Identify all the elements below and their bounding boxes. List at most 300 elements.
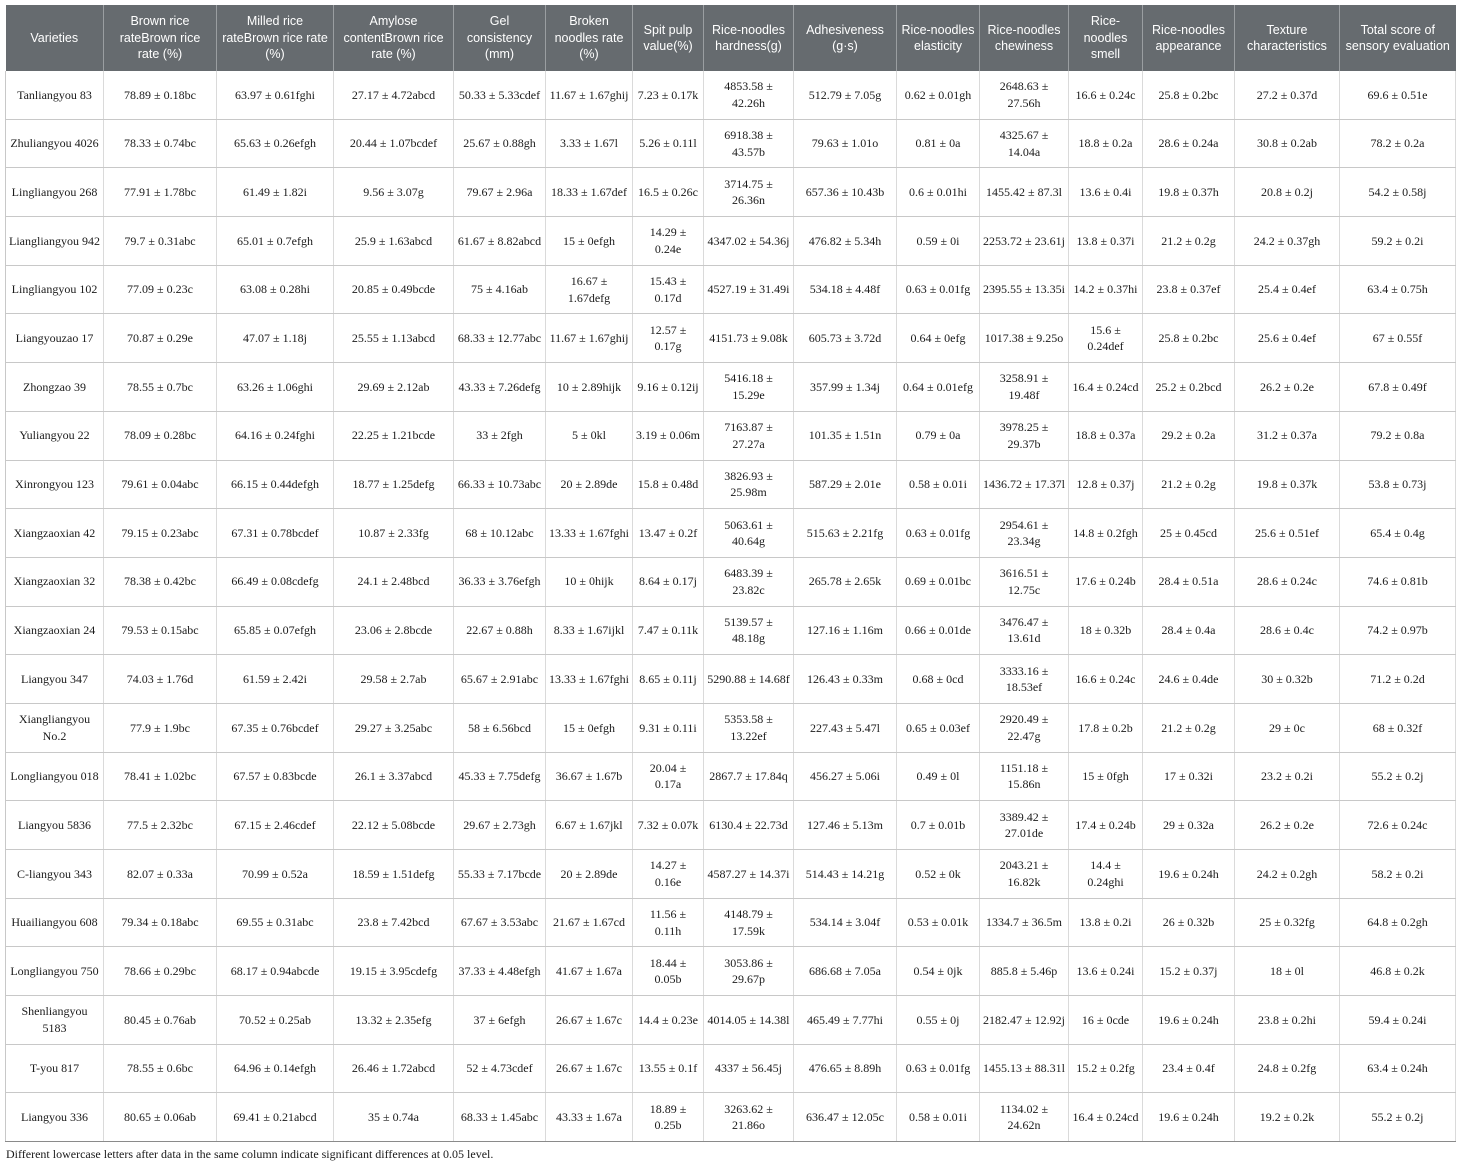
- data-cell: 15.6 ± 0.24def: [1069, 314, 1143, 363]
- column-header: Amylose contentBrown rice rate (%): [334, 5, 454, 71]
- data-cell: 78.33 ± 0.74bc: [104, 119, 217, 168]
- data-cell: 30 ± 0.32b: [1235, 655, 1340, 704]
- data-cell: 25.67 ± 0.88gh: [454, 119, 546, 168]
- data-cell: 29.58 ± 2.7ab: [334, 655, 454, 704]
- data-cell: 0.68 ± 0cd: [897, 655, 980, 704]
- data-cell: 13.32 ± 2.35efg: [334, 996, 454, 1045]
- data-cell: 3333.16 ± 18.53ef: [980, 655, 1069, 704]
- data-cell: 3476.47 ± 13.61d: [980, 606, 1069, 655]
- data-cell: 25.2 ± 0.2bcd: [1143, 363, 1235, 412]
- table-footnote: Different lowercase letters after data in the same column indicate significant differences at 0.05 level.: [6, 1147, 494, 1162]
- data-cell: 46.8 ± 0.2k: [1340, 947, 1456, 996]
- data-cell: 13.6 ± 0.24i: [1069, 947, 1143, 996]
- data-cell: 0.63 ± 0.01fg: [897, 265, 980, 314]
- column-header: Rice-noodles hardness(g): [704, 5, 794, 71]
- data-cell: 22.25 ± 1.21bcde: [334, 411, 454, 460]
- data-cell: 476.82 ± 5.34h: [794, 217, 897, 266]
- data-cell: 78.09 ± 0.28bc: [104, 411, 217, 460]
- data-cell: 15.8 ± 0.48d: [633, 460, 704, 509]
- data-cell: 22.67 ± 0.88h: [454, 606, 546, 655]
- data-cell: 70.52 ± 0.25ab: [217, 996, 334, 1045]
- data-cell: 54.2 ± 0.58j: [1340, 168, 1456, 217]
- data-cell: 4527.19 ± 31.49i: [704, 265, 794, 314]
- data-cell: 1455.42 ± 87.3l: [980, 168, 1069, 217]
- data-cell: 7.47 ± 0.11k: [633, 606, 704, 655]
- data-cell: 25 ± 0.32fg: [1235, 898, 1340, 947]
- data-cell: 69.55 ± 0.31abc: [217, 898, 334, 947]
- data-cell: 50.33 ± 5.33cdef: [454, 71, 546, 119]
- data-cell: 15 ± 0efgh: [546, 703, 633, 752]
- data-cell: 72.6 ± 0.24c: [1340, 801, 1456, 850]
- data-cell: 6918.38 ± 43.57b: [704, 119, 794, 168]
- data-cell: 0.55 ± 0j: [897, 996, 980, 1045]
- table-row: [6, 606, 1456, 655]
- data-cell: 64.96 ± 0.14efgh: [217, 1044, 334, 1093]
- data-cell: 15.2 ± 0.2fg: [1069, 1044, 1143, 1093]
- table-row: [6, 947, 1456, 996]
- data-cell: 67.31 ± 0.78bcdef: [217, 509, 334, 558]
- data-cell: 18.8 ± 0.37a: [1069, 411, 1143, 460]
- data-cell: 36.33 ± 3.76efgh: [454, 557, 546, 606]
- data-cell: 21.2 ± 0.2g: [1143, 217, 1235, 266]
- data-cell: 17.8 ± 0.2b: [1069, 703, 1143, 752]
- data-cell: 13.33 ± 1.67fghi: [546, 509, 633, 558]
- table-row: [6, 119, 1456, 168]
- data-cell: 41.67 ± 1.67a: [546, 947, 633, 996]
- data-cell: 29 ± 0.32a: [1143, 801, 1235, 850]
- data-cell: 24.2 ± 0.37gh: [1235, 217, 1340, 266]
- data-cell: 0.64 ± 0efg: [897, 314, 980, 363]
- table-row: [6, 557, 1456, 606]
- data-cell: 37 ± 6efgh: [454, 996, 546, 1045]
- data-cell: 3978.25 ± 29.37b: [980, 411, 1069, 460]
- data-cell: 47.07 ± 1.18j: [217, 314, 334, 363]
- data-cell: 24.6 ± 0.4de: [1143, 655, 1235, 704]
- data-cell: 12.57 ± 0.17g: [633, 314, 704, 363]
- data-cell: 0.64 ± 0.01efg: [897, 363, 980, 412]
- data-cell: 45.33 ± 7.75defg: [454, 752, 546, 801]
- data-cell: 534.14 ± 3.04f: [794, 898, 897, 947]
- data-cell: 28.4 ± 0.4a: [1143, 606, 1235, 655]
- data-cell: 26.2 ± 0.2e: [1235, 363, 1340, 412]
- data-cell: 18 ± 0.32b: [1069, 606, 1143, 655]
- table-container: [5, 5, 1455, 1162]
- data-cell: 2648.63 ± 27.56h: [980, 71, 1069, 119]
- data-cell: 0.63 ± 0.01fg: [897, 1044, 980, 1093]
- data-cell: 14.27 ± 0.16e: [633, 850, 704, 899]
- data-cell: 63.4 ± 0.75h: [1340, 265, 1456, 314]
- data-cell: 8.65 ± 0.11j: [633, 655, 704, 704]
- data-cell: 3053.86 ± 29.67p: [704, 947, 794, 996]
- data-cell: 35 ± 0.74a: [334, 1093, 454, 1142]
- data-cell: 31.2 ± 0.37a: [1235, 411, 1340, 460]
- data-cell: 78.55 ± 0.6bc: [104, 1044, 217, 1093]
- column-header: Total score of sensory evaluation: [1340, 5, 1456, 71]
- column-header: Rice-noodles chewiness: [980, 5, 1069, 71]
- data-cell: 2182.47 ± 12.92j: [980, 996, 1069, 1045]
- table-row: [6, 1093, 1456, 1142]
- data-table: [5, 5, 1456, 1142]
- data-cell: 6.67 ± 1.67jkl: [546, 801, 633, 850]
- variety-cell: Zhuliangyou 4026: [6, 119, 104, 168]
- data-cell: 68 ± 10.12abc: [454, 509, 546, 558]
- data-cell: 61.59 ± 2.42i: [217, 655, 334, 704]
- data-cell: 19.6 ± 0.24h: [1143, 996, 1235, 1045]
- data-cell: 16.6 ± 0.24c: [1069, 655, 1143, 704]
- data-cell: 63.4 ± 0.24h: [1340, 1044, 1456, 1093]
- data-cell: 26 ± 0.32b: [1143, 898, 1235, 947]
- data-cell: 17.6 ± 0.24b: [1069, 557, 1143, 606]
- variety-cell: T-you 817: [6, 1044, 104, 1093]
- variety-cell: Tanliangyou 83: [6, 71, 104, 119]
- data-cell: 18.77 ± 1.25defg: [334, 460, 454, 509]
- data-cell: 6483.39 ± 23.82c: [704, 557, 794, 606]
- data-cell: 69.41 ± 0.21abcd: [217, 1093, 334, 1142]
- variety-cell: Xiangzaoxian 24: [6, 606, 104, 655]
- variety-cell: Liangyou 347: [6, 655, 104, 704]
- data-cell: 77.91 ± 1.78bc: [104, 168, 217, 217]
- data-cell: 6130.4 ± 22.73d: [704, 801, 794, 850]
- table-body: [6, 71, 1456, 1142]
- data-cell: 2043.21 ± 16.82k: [980, 850, 1069, 899]
- data-cell: 23.8 ± 7.42bcd: [334, 898, 454, 947]
- table-row: [6, 217, 1456, 266]
- data-cell: 11.67 ± 1.67ghij: [546, 314, 633, 363]
- table-row: [6, 363, 1456, 412]
- data-cell: 514.43 ± 14.21g: [794, 850, 897, 899]
- data-cell: 28.6 ± 0.24a: [1143, 119, 1235, 168]
- data-cell: 227.43 ± 5.47l: [794, 703, 897, 752]
- data-cell: 27.17 ± 4.72abcd: [334, 71, 454, 119]
- data-cell: 37.33 ± 4.48efgh: [454, 947, 546, 996]
- data-cell: 61.49 ± 1.82i: [217, 168, 334, 217]
- data-cell: 0.53 ± 0.01k: [897, 898, 980, 947]
- data-cell: 9.56 ± 3.07g: [334, 168, 454, 217]
- data-cell: 126.43 ± 0.33m: [794, 655, 897, 704]
- data-cell: 534.18 ± 4.48f: [794, 265, 897, 314]
- data-cell: 36.67 ± 1.67b: [546, 752, 633, 801]
- data-cell: 657.36 ± 10.43b: [794, 168, 897, 217]
- data-cell: 65.85 ± 0.07efgh: [217, 606, 334, 655]
- data-cell: 29 ± 0c: [1235, 703, 1340, 752]
- data-cell: 23.8 ± 0.37ef: [1143, 265, 1235, 314]
- data-cell: 78.66 ± 0.29bc: [104, 947, 217, 996]
- data-cell: 27.2 ± 0.37d: [1235, 71, 1340, 119]
- data-cell: 25.4 ± 0.4ef: [1235, 265, 1340, 314]
- data-cell: 80.65 ± 0.06ab: [104, 1093, 217, 1142]
- variety-cell: Liangliangyou 942: [6, 217, 104, 266]
- data-cell: 265.78 ± 2.65k: [794, 557, 897, 606]
- data-cell: 4014.05 ± 14.38l: [704, 996, 794, 1045]
- data-cell: 18.89 ± 0.25b: [633, 1093, 704, 1142]
- variety-cell: Xiangzaoxian 42: [6, 509, 104, 558]
- data-cell: 70.87 ± 0.29e: [104, 314, 217, 363]
- data-cell: 3.19 ± 0.06m: [633, 411, 704, 460]
- data-cell: 21.2 ± 0.2g: [1143, 703, 1235, 752]
- data-cell: 78.55 ± 0.7bc: [104, 363, 217, 412]
- variety-cell: Longliangyou 750: [6, 947, 104, 996]
- data-cell: 512.79 ± 7.05g: [794, 71, 897, 119]
- data-cell: 5139.57 ± 48.18g: [704, 606, 794, 655]
- data-cell: 18.59 ± 1.51defg: [334, 850, 454, 899]
- data-cell: 3826.93 ± 25.98m: [704, 460, 794, 509]
- data-cell: 3616.51 ± 12.75c: [980, 557, 1069, 606]
- data-cell: 1017.38 ± 9.25o: [980, 314, 1069, 363]
- data-cell: 77.5 ± 2.32bc: [104, 801, 217, 850]
- data-cell: 2395.55 ± 13.35i: [980, 265, 1069, 314]
- table-row: [6, 168, 1456, 217]
- table-row: [6, 703, 1456, 752]
- data-cell: 59.2 ± 0.2i: [1340, 217, 1456, 266]
- data-cell: 68.33 ± 1.45abc: [454, 1093, 546, 1142]
- data-cell: 5416.18 ± 15.29e: [704, 363, 794, 412]
- data-cell: 67.15 ± 2.46cdef: [217, 801, 334, 850]
- data-cell: 69.6 ± 0.51e: [1340, 71, 1456, 119]
- data-cell: 7163.87 ± 27.27a: [704, 411, 794, 460]
- data-cell: 13.8 ± 0.37i: [1069, 217, 1143, 266]
- data-cell: 25 ± 0.45cd: [1143, 509, 1235, 558]
- data-cell: 19.6 ± 0.24h: [1143, 1093, 1235, 1142]
- data-cell: 885.8 ± 5.46p: [980, 947, 1069, 996]
- data-cell: 19.2 ± 0.2k: [1235, 1093, 1340, 1142]
- data-cell: 18.44 ± 0.05b: [633, 947, 704, 996]
- data-cell: 0.52 ± 0k: [897, 850, 980, 899]
- data-cell: 0.59 ± 0i: [897, 217, 980, 266]
- data-cell: 25.55 ± 1.13abcd: [334, 314, 454, 363]
- data-cell: 52 ± 4.73cdef: [454, 1044, 546, 1093]
- data-cell: 68.17 ± 0.94abcde: [217, 947, 334, 996]
- table-row: [6, 655, 1456, 704]
- column-header: Brown rice rateBrown rice rate (%): [104, 5, 217, 71]
- data-cell: 24.1 ± 2.48bcd: [334, 557, 454, 606]
- data-cell: 13.47 ± 0.2f: [633, 509, 704, 558]
- data-cell: 67.57 ± 0.83bcde: [217, 752, 334, 801]
- data-cell: 55.2 ± 0.2j: [1340, 752, 1456, 801]
- data-cell: 67.67 ± 3.53abc: [454, 898, 546, 947]
- data-cell: 26.67 ± 1.67c: [546, 1044, 633, 1093]
- data-cell: 5 ± 0kl: [546, 411, 633, 460]
- data-cell: 14.4 ± 0.23e: [633, 996, 704, 1045]
- variety-cell: C-liangyou 343: [6, 850, 104, 899]
- table-row: [6, 850, 1456, 899]
- data-cell: 10.87 ± 2.33fg: [334, 509, 454, 558]
- data-cell: 29.2 ± 0.2a: [1143, 411, 1235, 460]
- data-cell: 21.67 ± 1.67cd: [546, 898, 633, 947]
- data-cell: 16.4 ± 0.24cd: [1069, 363, 1143, 412]
- data-cell: 357.99 ± 1.34j: [794, 363, 897, 412]
- variety-cell: Longliangyou 018: [6, 752, 104, 801]
- data-cell: 55.2 ± 0.2j: [1340, 1093, 1456, 1142]
- data-cell: 0.7 ± 0.01b: [897, 801, 980, 850]
- variety-cell: Lingliangyou 102: [6, 265, 104, 314]
- data-cell: 79.34 ± 0.18abc: [104, 898, 217, 947]
- data-cell: 23.8 ± 0.2hi: [1235, 996, 1340, 1045]
- data-cell: 5063.61 ± 40.64g: [704, 509, 794, 558]
- data-cell: 75 ± 4.16ab: [454, 265, 546, 314]
- data-cell: 7.32 ± 0.07k: [633, 801, 704, 850]
- column-header: Rice-noodles smell: [1069, 5, 1143, 71]
- data-cell: 0.49 ± 0l: [897, 752, 980, 801]
- data-cell: 26.1 ± 3.37abcd: [334, 752, 454, 801]
- data-cell: 43.33 ± 7.26defg: [454, 363, 546, 412]
- data-cell: 71.2 ± 0.2d: [1340, 655, 1456, 704]
- table-row: [6, 898, 1456, 947]
- data-cell: 25.8 ± 0.2bc: [1143, 71, 1235, 119]
- data-cell: 2253.72 ± 23.61j: [980, 217, 1069, 266]
- data-cell: 65.67 ± 2.91abc: [454, 655, 546, 704]
- data-cell: 79.53 ± 0.15abc: [104, 606, 217, 655]
- column-header: Texture characteristics: [1235, 5, 1340, 71]
- table-row: [6, 801, 1456, 850]
- data-cell: 25.8 ± 0.2bc: [1143, 314, 1235, 363]
- data-cell: 59.4 ± 0.24i: [1340, 996, 1456, 1045]
- data-cell: 25.6 ± 0.4ef: [1235, 314, 1340, 363]
- data-cell: 515.63 ± 2.21fg: [794, 509, 897, 558]
- data-cell: 0.6 ± 0.01hi: [897, 168, 980, 217]
- data-cell: 26.46 ± 1.72abcd: [334, 1044, 454, 1093]
- data-cell: 79.61 ± 0.04abc: [104, 460, 217, 509]
- data-cell: 1134.02 ± 24.62n: [980, 1093, 1069, 1142]
- data-cell: 4337 ± 56.45j: [704, 1044, 794, 1093]
- variety-cell: Huailiangyou 608: [6, 898, 104, 947]
- data-cell: 636.47 ± 12.05c: [794, 1093, 897, 1142]
- data-cell: 79.2 ± 0.8a: [1340, 411, 1456, 460]
- data-cell: 53.8 ± 0.73j: [1340, 460, 1456, 509]
- data-cell: 0.58 ± 0.01i: [897, 1093, 980, 1142]
- data-cell: 20.85 ± 0.49bcde: [334, 265, 454, 314]
- data-cell: 11.67 ± 1.67ghij: [546, 71, 633, 119]
- data-cell: 10 ± 0hijk: [546, 557, 633, 606]
- data-cell: 11.56 ± 0.11h: [633, 898, 704, 947]
- data-cell: 22.12 ± 5.08bcde: [334, 801, 454, 850]
- data-cell: 4587.27 ± 14.37i: [704, 850, 794, 899]
- data-cell: 1436.72 ± 17.37l: [980, 460, 1069, 509]
- column-header: Varieties: [6, 5, 104, 71]
- data-cell: 74.6 ± 0.81b: [1340, 557, 1456, 606]
- data-cell: 1334.7 ± 36.5m: [980, 898, 1069, 947]
- data-cell: 2867.7 ± 17.84q: [704, 752, 794, 801]
- data-cell: 605.73 ± 3.72d: [794, 314, 897, 363]
- data-cell: 77.9 ± 1.9bc: [104, 703, 217, 752]
- data-cell: 67.35 ± 0.76bcdef: [217, 703, 334, 752]
- data-cell: 3.33 ± 1.67l: [546, 119, 633, 168]
- data-cell: 20 ± 2.89de: [546, 850, 633, 899]
- data-cell: 70.99 ± 0.52a: [217, 850, 334, 899]
- column-header: Milled rice rateBrown rice rate (%): [217, 5, 334, 71]
- data-cell: 1151.18 ± 15.86n: [980, 752, 1069, 801]
- data-cell: 15.43 ± 0.17d: [633, 265, 704, 314]
- data-cell: 8.33 ± 1.67ijkl: [546, 606, 633, 655]
- variety-cell: Xiangzaoxian 32: [6, 557, 104, 606]
- data-cell: 25.9 ± 1.63abcd: [334, 217, 454, 266]
- data-cell: 17.4 ± 0.24b: [1069, 801, 1143, 850]
- table-row: [6, 411, 1456, 460]
- data-cell: 20.44 ± 1.07bcdef: [334, 119, 454, 168]
- data-cell: 4325.67 ± 14.04a: [980, 119, 1069, 168]
- data-cell: 78.89 ± 0.18bc: [104, 71, 217, 119]
- data-cell: 67.8 ± 0.49f: [1340, 363, 1456, 412]
- data-cell: 13.33 ± 1.67fghi: [546, 655, 633, 704]
- data-cell: 20.8 ± 0.2j: [1235, 168, 1340, 217]
- data-cell: 0.54 ± 0jk: [897, 947, 980, 996]
- data-cell: 55.33 ± 7.17bcde: [454, 850, 546, 899]
- data-cell: 33 ± 2fgh: [454, 411, 546, 460]
- data-cell: 18 ± 0l: [1235, 947, 1340, 996]
- data-cell: 74.03 ± 1.76d: [104, 655, 217, 704]
- data-cell: 77.09 ± 0.23c: [104, 265, 217, 314]
- data-cell: 63.26 ± 1.06ghi: [217, 363, 334, 412]
- data-cell: 19.8 ± 0.37h: [1143, 168, 1235, 217]
- data-cell: 21.2 ± 0.2g: [1143, 460, 1235, 509]
- data-cell: 26.2 ± 0.2e: [1235, 801, 1340, 850]
- data-cell: 79.67 ± 2.96a: [454, 168, 546, 217]
- data-cell: 587.29 ± 2.01e: [794, 460, 897, 509]
- data-cell: 16.4 ± 0.24cd: [1069, 1093, 1143, 1142]
- table-row: [6, 996, 1456, 1045]
- data-cell: 28.6 ± 0.24c: [1235, 557, 1340, 606]
- table-row: [6, 71, 1456, 119]
- data-cell: 78.41 ± 1.02bc: [104, 752, 217, 801]
- data-cell: 29.67 ± 2.73gh: [454, 801, 546, 850]
- variety-cell: Xinrongyou 123: [6, 460, 104, 509]
- data-cell: 16.67 ± 1.67defg: [546, 265, 633, 314]
- table-row: [6, 752, 1456, 801]
- data-cell: 13.55 ± 0.1f: [633, 1044, 704, 1093]
- table-row: [6, 314, 1456, 363]
- data-cell: 4347.02 ± 54.36j: [704, 217, 794, 266]
- variety-cell: Zhongzao 39: [6, 363, 104, 412]
- data-cell: 0.65 ± 0.03ef: [897, 703, 980, 752]
- data-cell: 63.97 ± 0.61fghi: [217, 71, 334, 119]
- data-cell: 19.15 ± 3.95cdefg: [334, 947, 454, 996]
- data-cell: 78.38 ± 0.42bc: [104, 557, 217, 606]
- data-cell: 15.2 ± 0.37j: [1143, 947, 1235, 996]
- data-cell: 2954.61 ± 23.34g: [980, 509, 1069, 558]
- data-cell: 79.63 ± 1.01o: [794, 119, 897, 168]
- variety-cell: Liangyou 336: [6, 1093, 104, 1142]
- data-cell: 61.67 ± 8.82abcd: [454, 217, 546, 266]
- data-cell: 20 ± 2.89de: [546, 460, 633, 509]
- data-cell: 16.5 ± 0.26c: [633, 168, 704, 217]
- data-cell: 65.01 ± 0.7efgh: [217, 217, 334, 266]
- data-cell: 0.81 ± 0a: [897, 119, 980, 168]
- data-cell: 3263.62 ± 21.86o: [704, 1093, 794, 1142]
- data-cell: 0.79 ± 0a: [897, 411, 980, 460]
- data-cell: 18.33 ± 1.67def: [546, 168, 633, 217]
- data-cell: 82.07 ± 0.33a: [104, 850, 217, 899]
- data-cell: 23.4 ± 0.4f: [1143, 1044, 1235, 1093]
- data-cell: 9.31 ± 0.11i: [633, 703, 704, 752]
- data-cell: 0.69 ± 0.01bc: [897, 557, 980, 606]
- data-cell: 13.8 ± 0.2i: [1069, 898, 1143, 947]
- data-cell: 66.33 ± 10.73abc: [454, 460, 546, 509]
- data-cell: 64.16 ± 0.24fghi: [217, 411, 334, 460]
- data-cell: 30.8 ± 0.2ab: [1235, 119, 1340, 168]
- data-cell: 65.4 ± 0.4g: [1340, 509, 1456, 558]
- data-cell: 24.8 ± 0.2fg: [1235, 1044, 1340, 1093]
- data-cell: 16 ± 0cde: [1069, 996, 1143, 1045]
- column-header: Adhesiveness (g·s): [794, 5, 897, 71]
- variety-cell: Liangyou 5836: [6, 801, 104, 850]
- data-cell: 15 ± 0fgh: [1069, 752, 1143, 801]
- data-cell: 26.67 ± 1.67c: [546, 996, 633, 1045]
- data-cell: 14.8 ± 0.2fgh: [1069, 509, 1143, 558]
- table-row: [6, 460, 1456, 509]
- data-cell: 63.08 ± 0.28hi: [217, 265, 334, 314]
- data-cell: 66.49 ± 0.08cdefg: [217, 557, 334, 606]
- data-cell: 12.8 ± 0.37j: [1069, 460, 1143, 509]
- data-cell: 465.49 ± 7.77hi: [794, 996, 897, 1045]
